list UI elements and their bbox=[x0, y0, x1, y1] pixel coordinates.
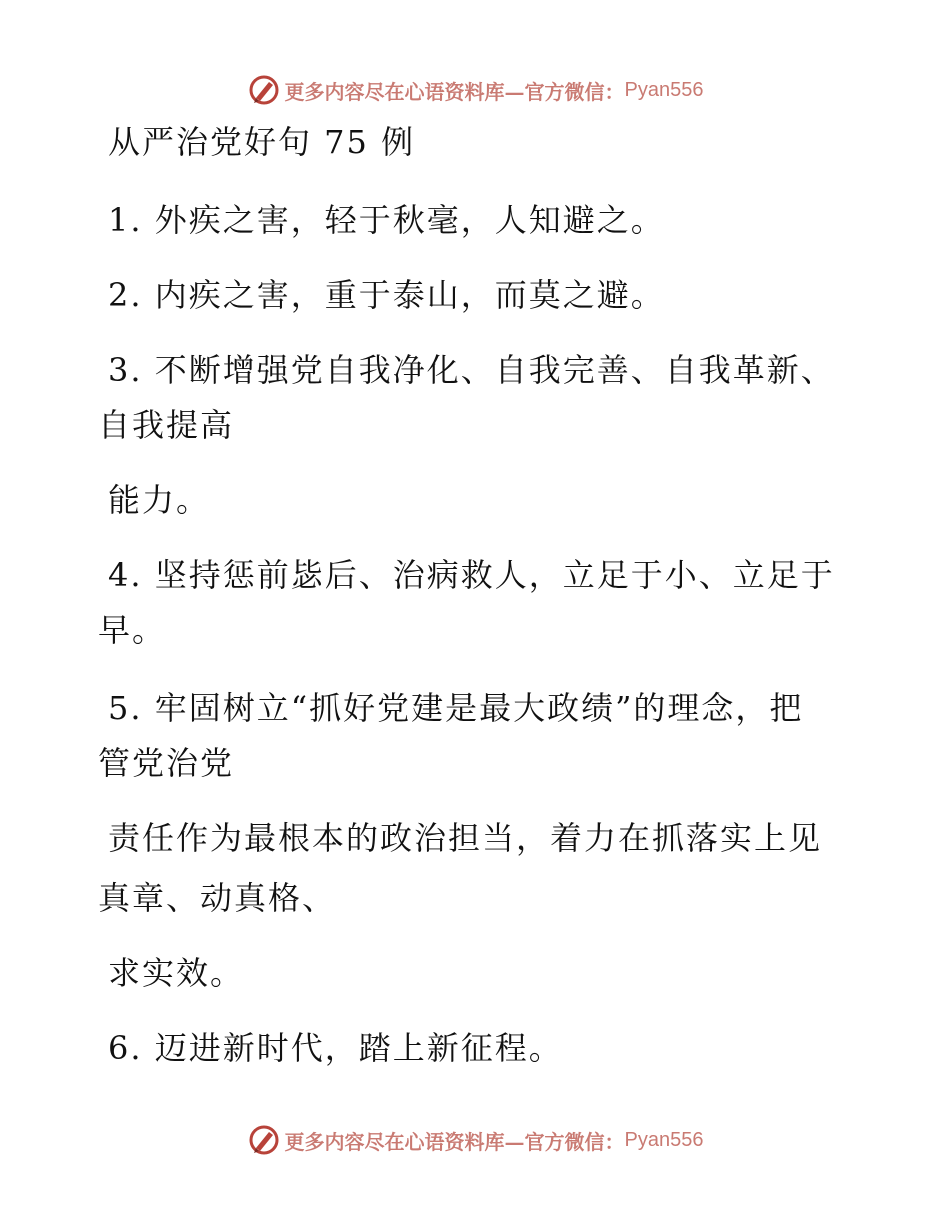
line-3: 3. 不断增强党自我净化、自我完善、自我革新、 bbox=[108, 351, 835, 389]
line-5-next: 责任作为最根本的政治担当，着力在抓落实上见 bbox=[108, 819, 823, 857]
header-wechat-id: Pyan556 bbox=[624, 78, 704, 101]
line-3-cont: 自我提高 bbox=[98, 406, 235, 444]
pen-logo-icon bbox=[247, 73, 281, 107]
line-5: 5. 牢固树立“抓好党建是最大政绩”的理念，把 bbox=[108, 689, 804, 727]
line-4: 4. 坚持惩前毖后、治病救人，立足于小、立足于 bbox=[108, 556, 835, 594]
document-body bbox=[98, 122, 838, 162]
header-banner bbox=[0, 70, 950, 110]
line-5-next-cont: 真章、动真格、 bbox=[98, 879, 337, 917]
line-1: 1. 外疾之害，轻于秋毫，人知避之。 bbox=[108, 201, 665, 239]
line-3-end: 能力。 bbox=[108, 481, 211, 519]
footer-banner bbox=[0, 1120, 950, 1160]
line-6: 6. 迈进新时代，踏上新征程。 bbox=[108, 1029, 563, 1067]
document-title: 从严治党好句 75 例 bbox=[108, 123, 416, 161]
pen-logo-icon bbox=[247, 1123, 281, 1157]
line-5-end: 求实效。 bbox=[108, 954, 245, 992]
line-4-cont: 早。 bbox=[98, 611, 167, 649]
line-5-cont: 管党治党 bbox=[98, 744, 235, 782]
line-2: 2. 内疾之害，重于泰山，而莫之避。 bbox=[108, 276, 665, 314]
footer-wechat-id: Pyan556 bbox=[624, 1128, 704, 1151]
header-banner-text: 更多内容尽在心语资料库—官方微信： bbox=[284, 79, 625, 104]
footer-banner-text: 更多内容尽在心语资料库—官方微信： bbox=[284, 1129, 625, 1154]
